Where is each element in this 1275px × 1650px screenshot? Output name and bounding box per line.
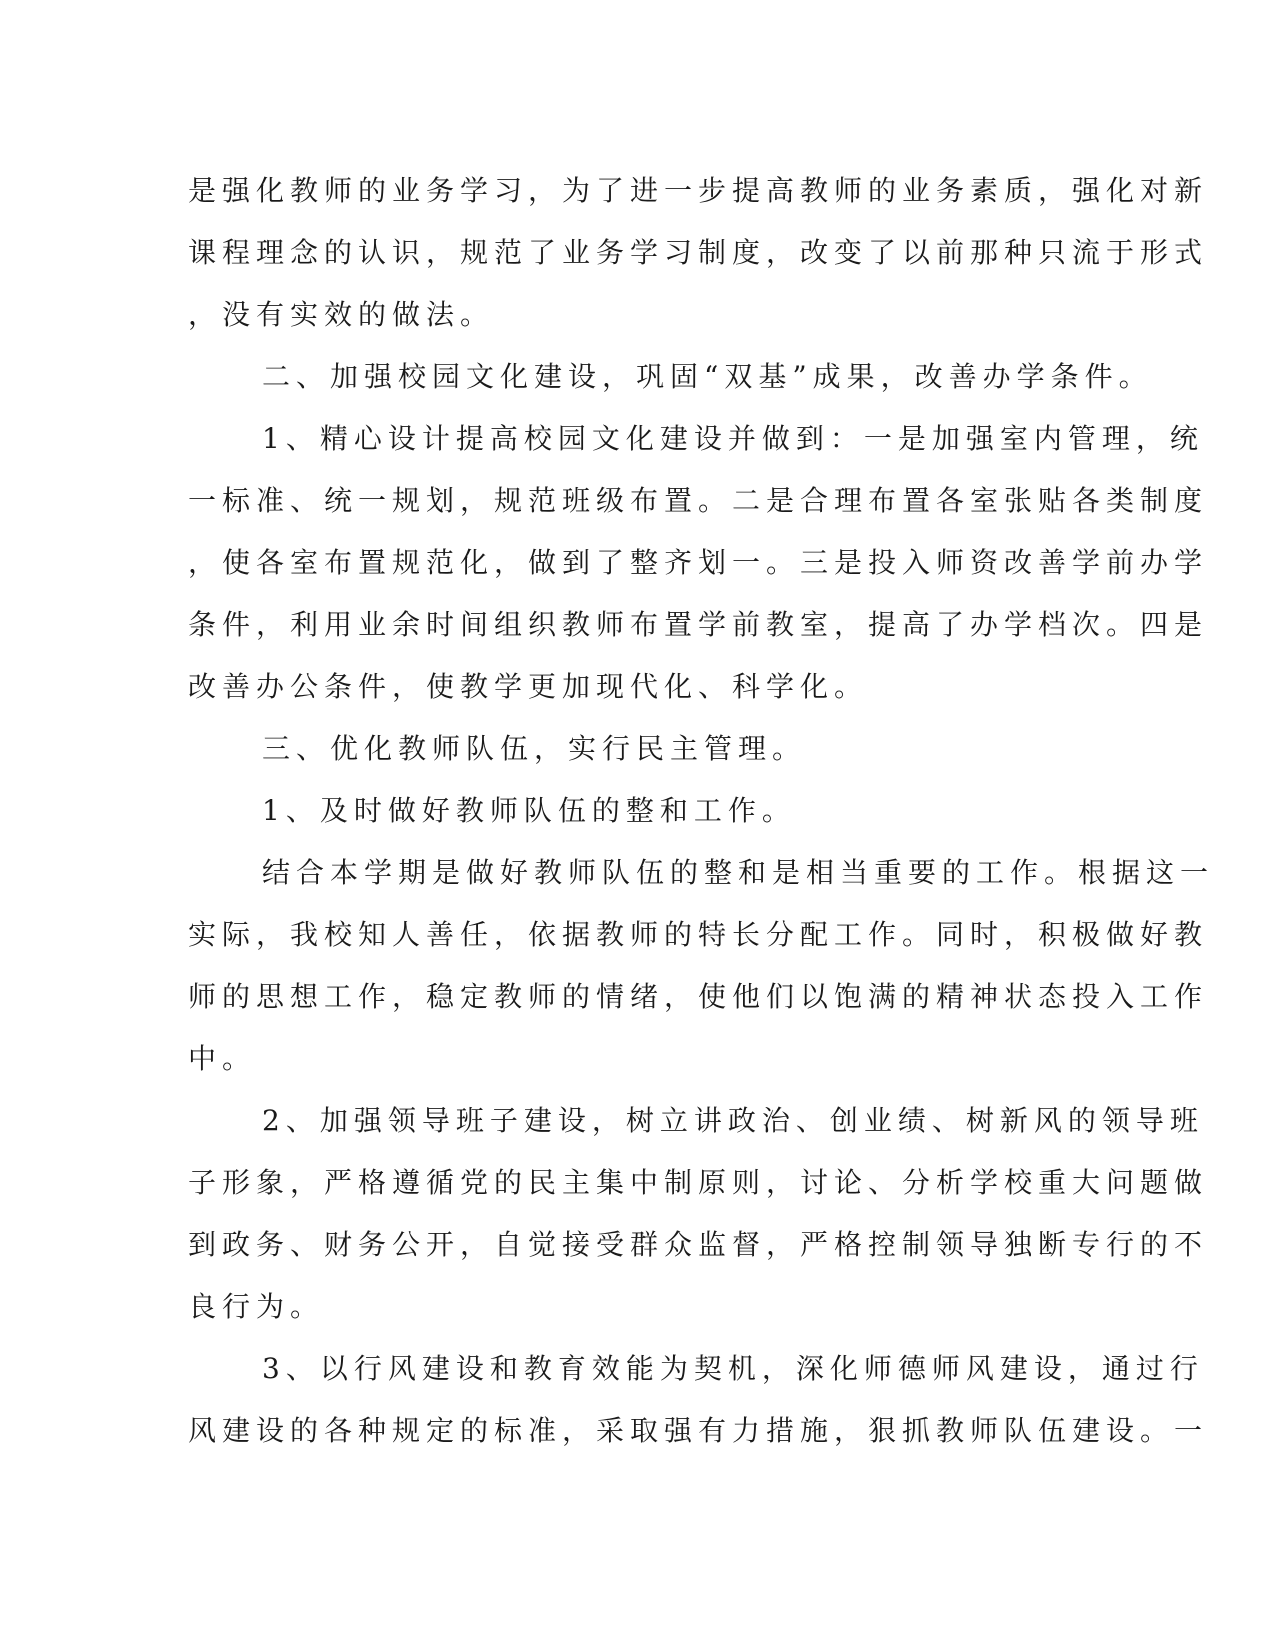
text-line: 条件，利用业余时间组织教师布置学前教室，提高了办学档次。四是 [188,608,1209,641]
text-line: 良行为。 [188,1290,325,1323]
text-line: ，使各室布置规范化，做到了整齐划一。三是投入师资改善学前办学 [188,546,1209,579]
text-line: 1、及时做好教师队伍的整和工作。 [262,794,796,827]
text-line: 实际，我校知人善任，依据教师的特长分配工作。同时，积极做好教 [188,918,1209,951]
text-line: 子形象，严格遵循党的民主集中制原则，讨论、分析学校重大问题做 [188,1166,1209,1199]
text-line: 1、精心设计提高校园文化建设并做到：一是加强室内管理，统 [262,422,1204,455]
text-line: ，没有实效的做法。 [188,298,495,331]
text-line: 2、加强领导班子建设，树立讲政治、创业绩、树新风的领导班 [262,1104,1204,1137]
text-line: 到政务、财务公开，自觉接受群众监督，严格控制领导独断专行的不 [188,1228,1209,1261]
text-line: 结合本学期是做好教师队伍的整和是相当重要的工作。根据这一 [262,856,1215,889]
text-line: 中。 [188,1042,257,1075]
text-line: 改善办公条件，使教学更加现代化、科学化。 [188,670,869,703]
text-line: 课程理念的认识，规范了业务学习制度，改变了以前那种只流于形式 [188,236,1209,269]
text-line: 一标准、统一规划，规范班级布置。二是合理布置各室张贴各类制度 [188,484,1209,517]
section-heading: 二、加强校园文化建设，巩固“双基”成果，改善办学条件。 [262,360,1153,393]
text-line: 师的思想工作，稳定教师的情绪，使他们以饱满的精神状态投入工作 [188,980,1209,1013]
text-line: 是强化教师的业务学习，为了进一步提高教师的业务素质，强化对新 [188,174,1209,207]
section-heading: 三、优化教师队伍，实行民主管理。 [262,732,807,765]
body-text [188,160,1215,1462]
text-line: 风建设的各种规定的标准，采取强有力措施，狠抓教师队伍建设。一 [188,1414,1209,1447]
text-line: 3、以行风建设和教育效能为契机，深化师德师风建设，通过行 [262,1352,1204,1385]
